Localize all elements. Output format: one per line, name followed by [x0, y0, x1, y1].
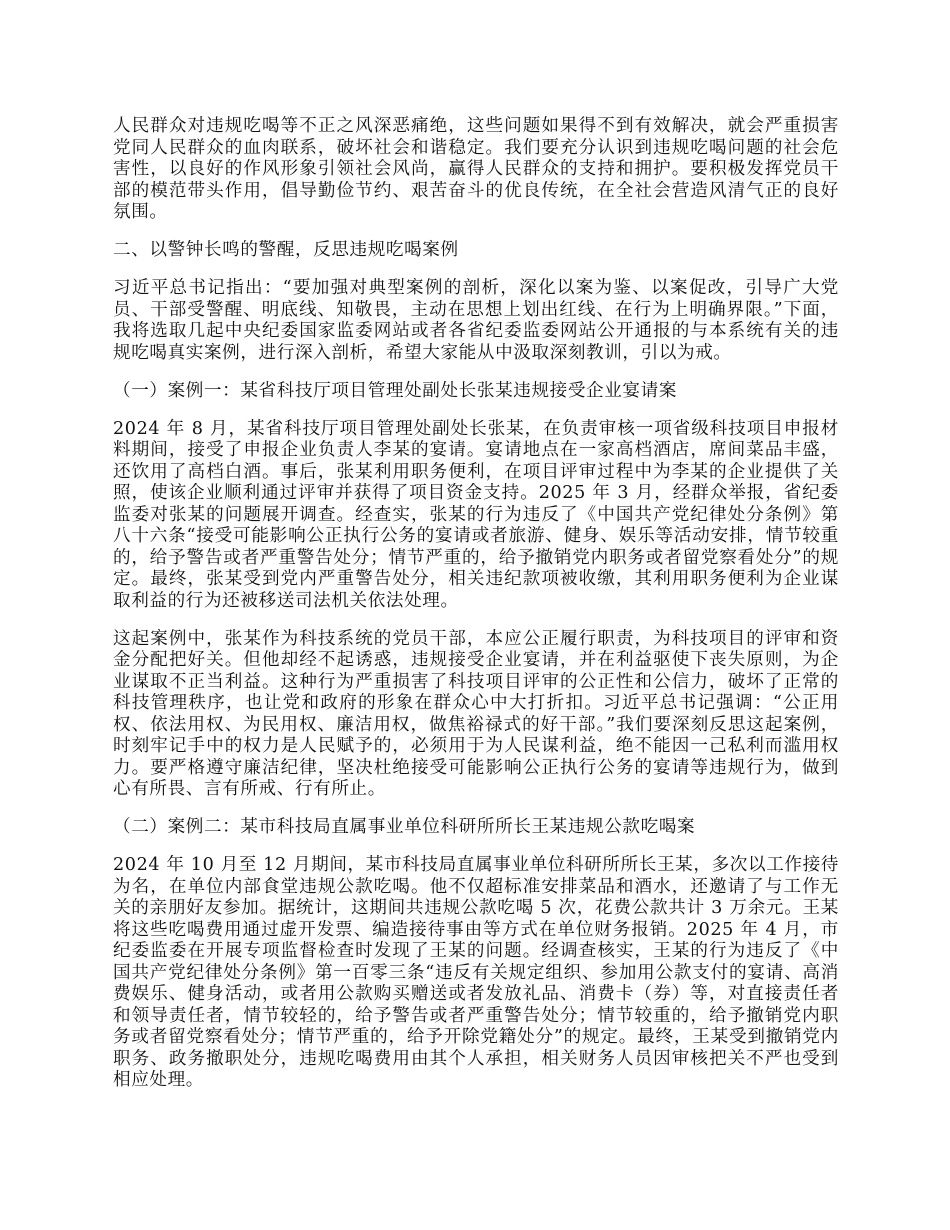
case-2-heading: （二）案例二：某市科技局直属事业单位科研所所长王某违规公款吃喝案 — [113, 817, 696, 837]
case-1-facts: 2024 年 8 月，某省科技厅项目管理处副处长张某，在负责审核一项省级科技项目申报材料期间，接受了申报企业负责人李某的宴请。宴请地点在一家高档酒店，席间菜品丰盛，还饮用了高档白酒。事后，张某利用职务便利，在项目评审过程中为李某的企业提供了关照，使该企业顺利通过评审并获得了项目资金支持。2025 年 3 月，经群众举报，省纪委监委对张某的问题展开调查。经查实，张某的行为违反了《中国共产党纪律处分条例》第八十六条“接受可能影响公正执行公务的宴请或者旅游、健身、娱乐等活动安排，情节较重的，给予警告或者严重警告处分；情节严重的，给予撤销党内职务或者留党察看处分”的规定。最终，张某受到党内严重警告处分，相关违纪款项被收缴，其利用职务便利为企业谋取利益的行为还被移送司法机关依法处理。 — [113, 418, 839, 611]
document-page — [113, 116, 839, 1108]
paragraph-quote-intro: 习近平总书记指出：“要加强对典型案例的剖析，深化以案为鉴、以案促改，引导广大党员、干部受警醒、明底线、知敬畏，主动在思想上划出红线、在行为上明确界限。”下面，我将选取几起中央纪委国家监委网站或者各省纪委监委网站公开通报的与本系统有关的违规吃喝真实案例，进行深入剖析，希望大家能从中汲取深刻教训，引以为戒。 — [113, 278, 839, 363]
case-2-facts: 2024 年 10 月至 12 月期间，某市科技局直属事业单位科研所所长王某，多次以工作接待为名，在单位内部食堂违规公款吃喝。他不仅超标准安排菜品和酒水，还邀请了与工作无关的亲朋好友参加。据统计，这期间共违规公款吃喝 5 次，花费公款共计 3 万余元。王某将这些吃喝费用通过虚开发票、编造接待事由等方式在单位财务报销。2025 年 4 月，市纪委监委在开展专项监督检查时发现了王某的问题。经调查核实，王某的行为违反了《中国共产党纪律处分条例》第一百零三条“违反有关规定组织、参加用公款支付的宴请、高消费娱乐、健身活动，或者用公款购买赠送或者发放礼品、消费卡（券）等，对直接责任者和领导责任者，情节较轻的，给予警告或者严重警告处分；情节较重的，给予撤销党内职务或者留党察看处分；情节严重的，给予开除党籍处分”的规定。最终，王某受到撤销党内职务、政务撤职处分，违规吃喝费用由其个人承担，相关财务人员因审核把关不严也受到相应处理。 — [113, 855, 839, 1090]
section-heading-2: 二、以警钟长鸣的警醒，反思违规吃喝案例 — [113, 240, 459, 260]
case-1-heading: （一）案例一：某省科技厅项目管理处副处长张某违规接受企业宴请案 — [113, 380, 678, 401]
paragraph-intro-conclusion: 人民群众对违规吃喝等不正之风深恶痛绝，这些问题如果得不到有效解决，就会严重损害党同人民群众的血肉联系，破坏社会和谐稳定。我们要充分认识到违规吃喝问题的社会危害性，以良好的作风形象引领社会风尚，赢得人民群众的支持和拥护。要积极发挥党员干部的模范带头作用，倡导勤俭节约、艰苦奋斗的优良传统，在全社会营造风清气正的良好氛围。 — [113, 116, 839, 222]
case-1-analysis: 这起案例中，张某作为科技系统的党员干部，本应公正履行职责，为科技项目的评审和资金分配把好关。但他却经不起诱惑，违规接受企业宴请，并在利益驱使下丧失原则，为企业谋取不正当利益。这种行为严重损害了科技项目评审的公正性和公信力，破坏了正常的科技管理秩序，也让党和政府的形象在群众心中大打折扣。习近平总书记强调：“公正用权、依法用权、为民用权、廉洁用权，做焦裕禄式的好干部。”我们要深刻反思这起案例，时刻牢记手中的权力是人民赋予的，必须用于为人民谋利益，绝不能因一己私利而滥用权力。要严格遵守廉洁纪律，坚决杜绝接受可能影响公正执行公务的宴请等违规行为，做到心有所畏、言有所戒、行有所止。 — [113, 628, 839, 799]
